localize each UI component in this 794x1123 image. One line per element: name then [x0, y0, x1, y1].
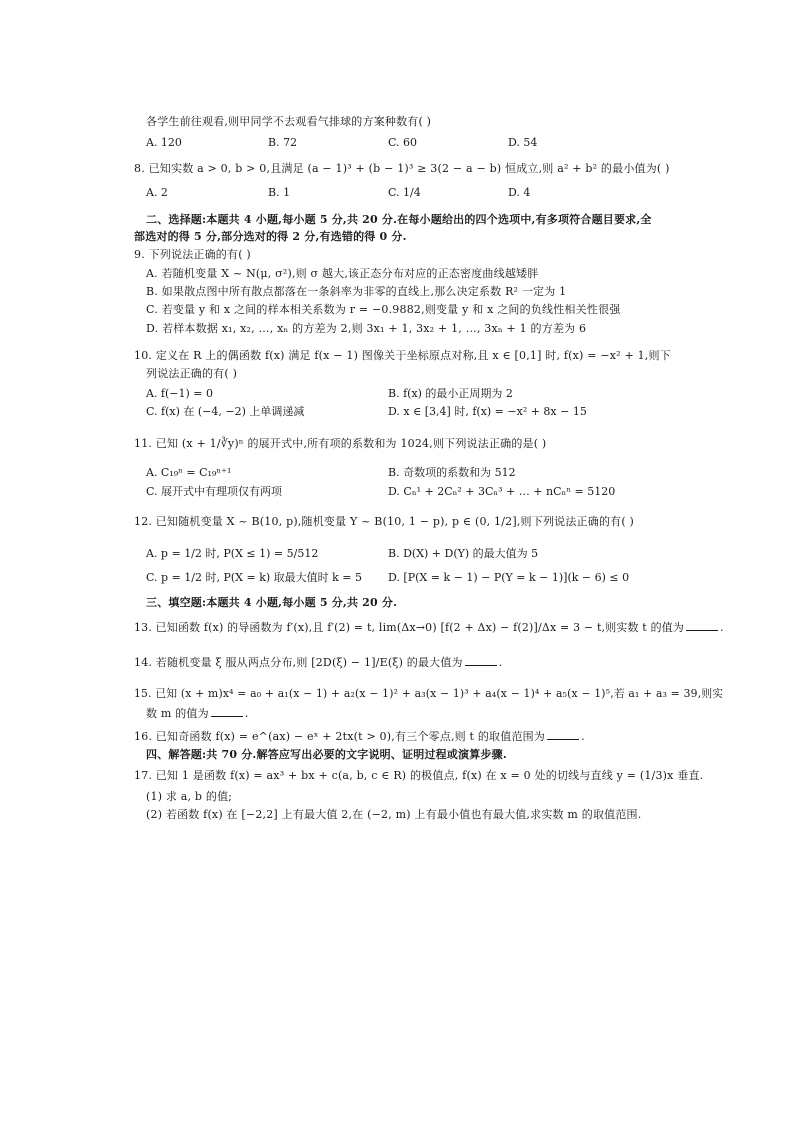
q9-stem: 9. 下列说法正确的有( )	[134, 248, 251, 261]
q13-text	[134, 620, 724, 635]
q10-stem-line2: 列说法正确的有( )	[146, 367, 238, 380]
q16-text	[134, 729, 585, 744]
q11-stem: 11. 已知 (x + 1/∛y)ⁿ 的展开式中,所有项的系数和为 1024,则下列说法正确的是( )	[134, 437, 547, 450]
q16-answer-blank[interactable]	[547, 729, 579, 740]
q15-text-line1: 15. 已知 (x + m)x⁴ = a₀ + a₁(x − 1) + a₂(x − 1)² + a₃(x − 1)³ + a₄(x − 1)⁴ + a₅(x − 1)⁵,若 a₁ + a₃ = 39,则实	[134, 687, 724, 700]
q10-stem-line1: 10. 定义在 R 上的偶函数 f(x) 满足 f(x − 1) 图像关于坐标原点对称,且 x ∈ [0,1] 时, f(x) = −x² + 1,则下	[134, 349, 671, 362]
q11-option-d: D. Cₙ¹ + 2Cₙ² + 3Cₙ³ + … + nCₙⁿ = 5120	[388, 485, 616, 498]
q12-stem: 12. 已知随机变量 X ~ B(10, p),随机变量 Y ~ B(10, 1 − p), p ∈ (0, 1/2],则下列说法正确的有( )	[134, 515, 635, 528]
q9-option-d: D. 若样本数据 x₁, x₂, …, xₙ 的方差为 2,则 3x₁ + 1, 3x₂ + 1, …, 3xₙ + 1 的方差为 6	[146, 322, 587, 335]
q8-option-a: A. 2	[146, 186, 168, 199]
q17-part-1: (1) 求 a, b 的值;	[146, 790, 233, 803]
q7-option-a: A. 120	[146, 136, 182, 149]
q16-end: .	[581, 730, 585, 743]
q10-option-b: B. f(x) 的最小正周期为 2	[388, 387, 513, 400]
q11-option-b: B. 奇数项的系数和为 512	[388, 466, 516, 479]
q8-option-b: B. 1	[268, 186, 291, 199]
q14-answer-blank[interactable]	[465, 655, 497, 666]
q10-option-c: C. f(x) 在 (−4, −2) 上单调递减	[146, 405, 305, 418]
q11-option-c: C. 展开式中有理项仅有两项	[146, 485, 283, 498]
q16-stem: 16. 已知奇函数 f(x) = e^(ax) − eˣ + 2tx(t > 0),有三个零点,则 t 的取值范围为	[134, 730, 546, 743]
q7-option-d: D. 54	[508, 136, 538, 149]
q12-option-d: D. [P(X = k − 1) − P(Y = k − 1)](k − 6) ≤ 0	[388, 571, 630, 584]
q13-end: .	[720, 621, 724, 634]
q12-option-c: C. p = 1/2 时, P(X = k) 取最大值时 k = 5	[146, 571, 363, 584]
q14-end: .	[498, 656, 503, 669]
q17-part-2: (2) 若函数 f(x) 在 [−2,2] 上有最大值 2,在 (−2, m) 上有最小值也有最大值,求实数 m 的取值范围.	[146, 808, 642, 821]
section-2-header-line2: 部选对的得 5 分,部分选对的得 2 分,有选错的得 0 分.	[134, 230, 407, 243]
q17-stem: 17. 已知 1 是函数 f(x) = ax³ + bx + c(a, b, c ∈ R) 的极值点, f(x) 在 x = 0 处的切线与直线 y = (1/3)x 垂直.	[134, 769, 704, 782]
q14-stem: 14. 若随机变量 ξ 服从两点分布,则 [2D(ξ) − 1]/E(ξ) 的最大值为	[134, 656, 463, 669]
q12-option-b: B. D(X) + D(Y) 的最大值为 5	[388, 547, 539, 560]
q15-stem-end: 数 m 的值为	[146, 707, 209, 720]
q8-option-c: C. 1/4	[388, 186, 421, 199]
q11-option-a: A. C₁₉ⁿ = C₁₉ⁿ⁺¹	[146, 466, 232, 479]
q10-option-d: D. x ∈ [3,4] 时, f(x) = −x² + 8x − 15	[388, 405, 587, 418]
q15-text-line2	[146, 706, 249, 721]
section-3-header: 三、填空题:本题共 4 小题,每小题 5 分,共 20 分.	[146, 596, 398, 609]
q15-end: .	[244, 707, 249, 720]
q10-option-a: A. f(−1) = 0	[146, 387, 214, 400]
q15-answer-blank[interactable]	[211, 706, 243, 717]
q13-stem: 13. 已知函数 f(x) 的导函数为 f′(x),且 f′(2) = t, lim(Δx→0) [f(2 + Δx) − f(2)]/Δx = 3 − t,则实数 t 的值为	[134, 621, 684, 634]
section-2-header-line1: 二、选择题:本题共 4 小题,每小题 5 分,共 20 分.在每小题给出的四个选项中,有多项符合题目要求,全	[146, 213, 652, 226]
q8-option-d: D. 4	[508, 186, 531, 199]
q7-option-b: B. 72	[268, 136, 298, 149]
q9-option-a: A. 若随机变量 X ~ N(μ, σ²),则 σ 越大,该正态分布对应的正态密度曲线越矮胖	[146, 267, 539, 280]
q13-answer-blank[interactable]	[686, 620, 718, 631]
q9-option-c: C. 若变量 y 和 x 之间的样本相关系数为 r = −0.9882,则变量 y 和 x 之间的负线性相关性很强	[146, 303, 621, 316]
section-4-header: 四、解答题:共 70 分.解答应写出必要的文字说明、证明过程或演算步骤.	[146, 748, 507, 761]
q9-option-b: B. 如果散点图中所有散点都落在一条斜率为非零的直线上,那么决定系数 R² 一定为 1	[146, 285, 567, 298]
q12-option-a: A. p = 1/2 时, P(X ≤ 1) = 5/512	[146, 547, 319, 560]
q8-stem: 8. 已知实数 a > 0, b > 0,且满足 (a − 1)³ + (b − 1)³ ≥ 3(2 − a − b) 恒成立,则 a² + b² 的最小值为( )	[134, 162, 670, 175]
q14-text	[134, 655, 502, 670]
q7-option-c: C. 60	[388, 136, 418, 149]
q7-tail: 各学生前往观看,则甲同学不去观看气排球的方案种数有( )	[146, 115, 432, 128]
